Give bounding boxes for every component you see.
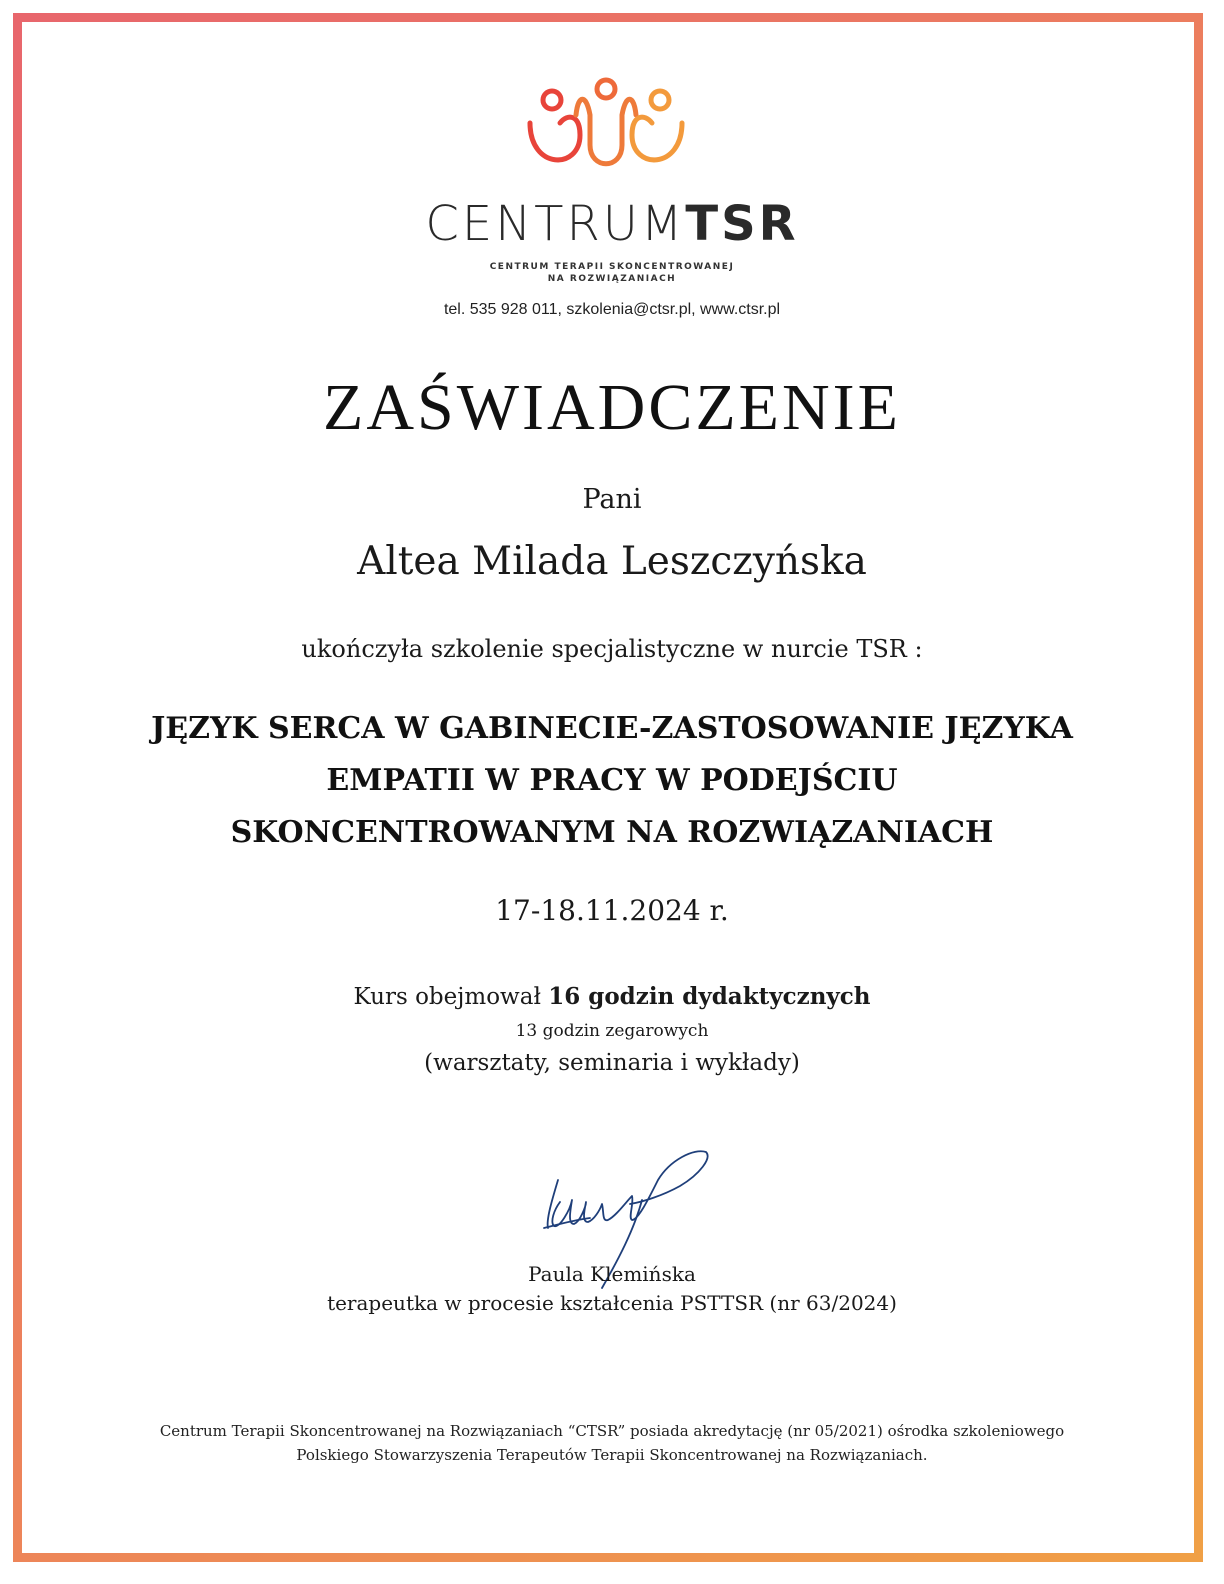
brand-subtitle-line2: NA ROZWIĄZANIACH bbox=[547, 274, 677, 284]
hours-prefix: Kurs obejmował bbox=[353, 984, 549, 1010]
salutation: Pani bbox=[582, 484, 642, 515]
brand-bold: TSR bbox=[685, 196, 799, 252]
accreditation-note-line2: Polskiego Stowarzyszenia Terapeutów Terapii Skoncentrowanej na Rozwiązaniach. bbox=[296, 1446, 928, 1464]
brand-subtitle-line1: CENTRUM TERAPII SKONCENTROWANEJ bbox=[489, 262, 735, 272]
brand-subtitle bbox=[0, 261, 1224, 285]
course-forms: (warsztaty, seminaria i wykłady) bbox=[424, 1050, 800, 1076]
brand-name bbox=[0, 196, 1224, 252]
course-date: 17-18.11.2024 r. bbox=[495, 894, 729, 927]
signer-role: terapeutka w procesie kształcenia PSTTSR (nr 63/2024) bbox=[327, 1291, 897, 1315]
completion-statement: ukończyła szkolenie specjalistyczne w nurcie TSR : bbox=[301, 635, 923, 663]
clock-hours: 13 godzin zegarowych bbox=[515, 1021, 709, 1041]
three-people-logo-icon bbox=[520, 75, 700, 175]
contact-info: tel. 535 928 011, szkolenia@ctsr.pl, www.ctsr.pl bbox=[443, 301, 781, 318]
course-title-line: SKONCENTROWANYM NA ROZWIĄZANIACH bbox=[230, 815, 994, 850]
accreditation-note-line1: Centrum Terapii Skoncentrowanej na Rozwiązaniach “CTSR” posiada akredytację (nr 05/2021) ośrodka szkoleniowego bbox=[159, 1422, 1065, 1440]
course-title bbox=[0, 703, 1224, 859]
course-title-line: EMPATII W PRACY W PODEJŚCIU bbox=[326, 763, 898, 798]
hours-bold: 16 godzin dydaktycznych bbox=[548, 983, 871, 1010]
signer-name: Paula Klemińska bbox=[528, 1262, 696, 1286]
course-title-line: JĘZYK SERCA W GABINECIE-ZASTOSOWANIE JĘZYKA bbox=[151, 711, 1073, 746]
brand-light: CENTRUM bbox=[425, 196, 686, 252]
recipient-name: Altea Milada Leszczyńska bbox=[357, 539, 867, 584]
course-hours bbox=[0, 981, 1224, 1013]
certificate-title: ZAŚWIADCZENIE bbox=[323, 371, 901, 444]
